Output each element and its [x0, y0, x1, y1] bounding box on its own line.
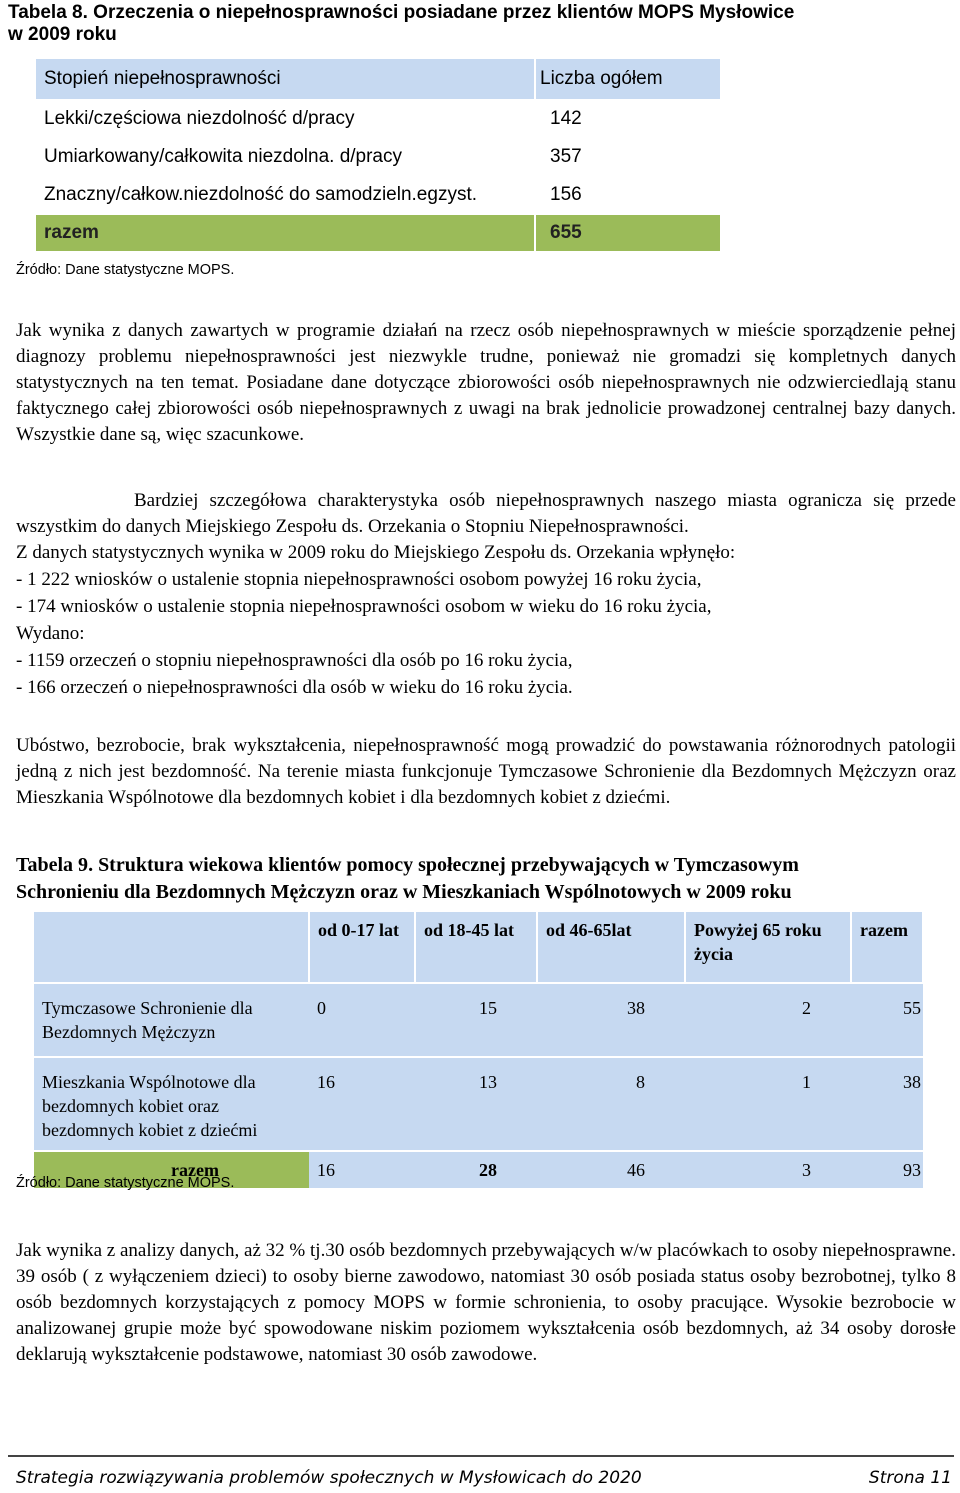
table8 — [34, 57, 722, 253]
table8-row-label: Znaczny/całkow.niezdolność do samodzieln.egzyst. — [35, 176, 535, 214]
table8-title — [8, 2, 948, 46]
table8-header-row — [35, 58, 721, 100]
footer-document-title: Strategia rozwiązywania problemów społecznych w Mysłowicach do 2020 — [16, 1468, 642, 1488]
table-row — [35, 176, 721, 214]
table-row — [35, 100, 721, 138]
table8-header-col1: Stopień niepełnosprawności — [35, 58, 535, 100]
table8-title-line1: Tabela 8. Orzeczenia o niepełnosprawności posiadane przez klientów MOPS Mysłowice — [8, 2, 795, 23]
table8-total-label: razem — [35, 214, 535, 252]
table9-cell: 0 — [309, 983, 415, 1057]
table9-total-cell: 93 — [851, 1151, 923, 1188]
table-row — [35, 138, 721, 176]
table9-cell: 55 — [851, 983, 923, 1057]
table9-header-cell: od 18-45 lat — [415, 912, 537, 983]
table9-cell: 16 — [309, 1057, 415, 1151]
paragraph-applications-intro: Z danych statystycznych wynika w 2009 roku do Miejskiego Zespołu ds. Orzekania wpłynęło: — [16, 542, 736, 563]
paragraph-detailed-characteristics: Bardziej szczegółowa charakterystyka osób niepełnosprawnych naszego miasta ogranicza się przede wszystkim do danych Miejskiego Zespołu ds. Orzekania o Stopniu Niepełnosprawności. — [16, 490, 956, 537]
table9-header-cell: od 0-17 lat — [309, 912, 415, 983]
table9-cell: 8 — [537, 1057, 685, 1151]
footer-divider — [8, 1455, 954, 1457]
table9-header-cell: Powyżej 65 roku życia — [685, 912, 851, 983]
table9-cell: 15 — [415, 983, 537, 1057]
table9-header-cell: razem — [851, 912, 923, 983]
table8-total-row — [35, 214, 721, 252]
table9-total-cell: 28 — [415, 1151, 537, 1188]
paragraph-disability-diagnosis: Jak wynika z danych zawartych w programie działań na rzecz osób niepełnosprawnych w mieście sporządzenie pełnej diagnozy problemu niepełnosprawności jest niezwykle trudne, ponieważ nie gromadzi się kompletnych danych statystycznych na ten temat. Posiadane dane dotyczące zbiorowości osób niepełnosprawnych nie odzwierciedlają stanu faktycznego całej zbiorowości osób niepełnosprawnych z uwagi na brak jednolicie prowadzonej centralnej bazy danych. Wszystkie dane są, więc szacunkowe. — [16, 320, 956, 445]
list-item: - 1159 orzeczeń o stopniu niepełnosprawności dla osób po 16 roku życia, — [16, 650, 573, 671]
table9-cell: 1 — [685, 1057, 851, 1151]
table8-row-label: Umiarkowany/całkowita niezdolna. d/pracy — [35, 138, 535, 176]
table9-total-cell: 16 — [309, 1151, 415, 1188]
table9 — [34, 912, 924, 1188]
table9-cell: 38 — [851, 1057, 923, 1151]
table9-source: Źródło: Dane statystyczne MOPS. — [16, 1175, 235, 1191]
table9-row-label: Mieszkania Wspólnotowe dla bezdomnych kobiet oraz bezdomnych kobiet z dziećmi — [34, 1057, 309, 1151]
table-row — [34, 983, 923, 1057]
table8-total-value: 655 — [535, 214, 721, 252]
list-item: - 174 wniosków o ustalenie stopnia niepełnosprawności osobom w wieku do 16 roku życia, — [16, 596, 712, 617]
table8-header-col2: Liczba ogółem — [535, 58, 721, 100]
table8-row-value: 142 — [535, 100, 721, 138]
list-item: - 166 orzeczeń o niepełnosprawności dla osób w wieku do 16 roku życia. — [16, 677, 573, 698]
table9-total-cell: 46 — [537, 1151, 685, 1188]
paragraph-homeless-analysis: Jak wynika z analizy danych, aż 32 % tj.30 osób bezdomnych przebywających w/w placówkach to osoby niepełnosprawne. 39 osób ( z wyłączeniem dzieci) to osoby bierne zawodowo, natomiast 30 osób posiada status osoby bezrobotnej, tylko 8 osób bezdomnych korzystających z pomocy MOPS w formie schronienia, to osoby pracujące. Wysokie bezrobocie w analizowanej grupie może być spowodowane niskim poziomem wykształcenia osób bezdomnych, aż 34 osoby dorosłe deklarują wykształcenie podstawowe, natomiast 30 osób zawodowe. — [16, 1240, 956, 1365]
table9-cell: 2 — [685, 983, 851, 1057]
table9-row-label: Tymczasowe Schronienie dla Bezdomnych Mężczyzn — [34, 983, 309, 1057]
table9-total-label: razem — [34, 1151, 309, 1188]
table8-row-value: 357 — [535, 138, 721, 176]
table9-header-cell: od 46-65lat — [537, 912, 685, 983]
table8-row-value: 156 — [535, 176, 721, 214]
table-row — [34, 1057, 923, 1151]
table9-total-cell: 3 — [685, 1151, 851, 1188]
table9-header-empty — [34, 912, 309, 983]
table8-title-line2: w 2009 roku — [8, 24, 117, 45]
table9-header-row — [34, 912, 923, 983]
paragraph-homelessness: Ubóstwo, bezrobocie, brak wykształcenia, niepełnosprawność mogą prowadzić do powstawania różnorodnych patologii jedną z nich jest bezdomność. Na terenie miasta funkcjonuje Tymczasowe Schronienie dla Bezdomnych Mężczyzn oraz Mieszkania Wspólnotowe dla bezdomnych kobiet i dla bezdomnych kobiet z dziećmi. — [16, 735, 956, 808]
footer-page-number: Strona 11 — [868, 1468, 952, 1488]
table8-row-label: Lekki/częściowa niezdolność d/pracy — [35, 100, 535, 138]
table9-title-prefix: Tabela 9 — [16, 854, 89, 876]
table8-source: Źródło: Dane statystyczne MOPS. — [16, 262, 235, 278]
table9-title-line2: Schronieniu dla Bezdomnych Mężczyzn oraz w Mieszkaniach Wspólnotowych w 2009 roku — [16, 881, 792, 903]
issued-label: Wydano: — [16, 623, 85, 644]
table9-cell: 13 — [415, 1057, 537, 1151]
table9-title — [16, 852, 936, 906]
list-item: - 1 222 wniosków o ustalenie stopnia niepełnosprawności osobom powyżej 16 roku życia, — [16, 569, 702, 590]
table9-cell: 38 — [537, 983, 685, 1057]
table9-title-line1: . Struktura wiekowa klientów pomocy społecznej przebywających w Tymczasowym — [88, 854, 799, 876]
